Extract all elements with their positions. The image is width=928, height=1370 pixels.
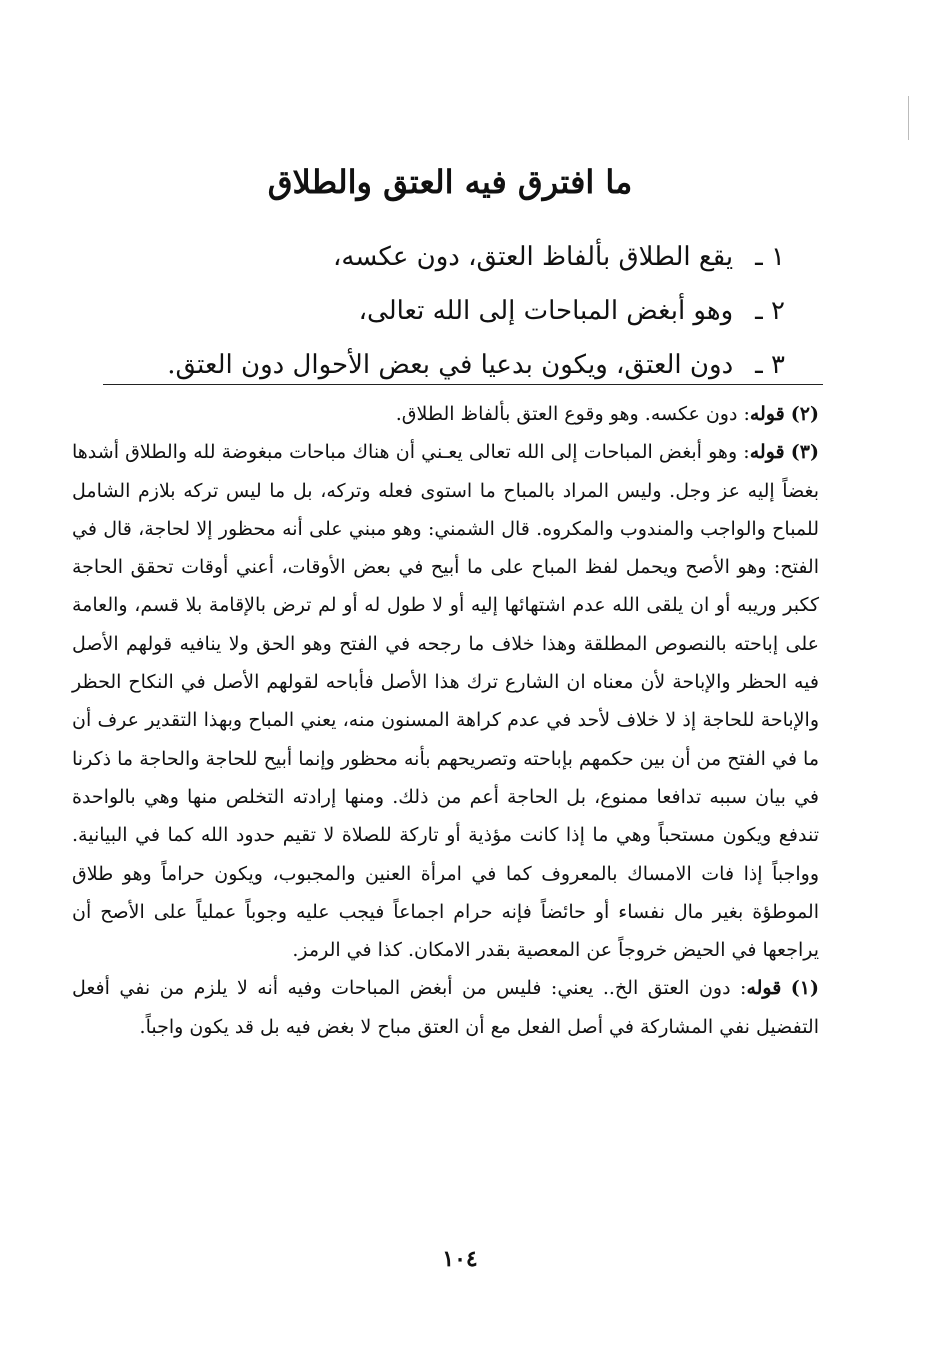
item-number: ١ ـ <box>755 242 785 272</box>
main-item <box>165 230 785 284</box>
footnote-keyword: قوله <box>746 977 782 1000</box>
main-item <box>165 284 785 338</box>
footnote <box>72 395 819 433</box>
main-text-list <box>165 230 785 392</box>
item-text: دون العتق، ويكون بدعيا في بعض الأحوال دون العتق. <box>167 350 734 380</box>
page-number: ١٠٤ <box>442 1246 478 1272</box>
footnote-keyword: قوله <box>749 403 785 425</box>
footnote <box>72 969 819 1046</box>
footnote-text: : دون العتق الخ.. يعني: فليس من أبغض المباحات وفيه أنه لا يلزم من نفي أفعل التفضيل نفي المشاركة في أصل الفعل مع أن العتق مباح لا بغض فيه بل قد يكون واجباً. <box>72 977 819 1038</box>
footnote-ref: (٣) <box>790 441 819 464</box>
footnote-text: : دون عكسه. وهو وقوع العتق بألفاظ الطلاق. <box>395 403 750 425</box>
item-number: ٢ ـ <box>755 296 785 326</box>
footnote-text: : وهو أبغض المباحات إلى الله تعالى يعـني أن هناك مباحات مبغوضة لله والطلاق أشدها بغضاً إليه عز وجل. وليس المراد بالمباح ما استوى فعله وتركه، بل ما ليس تركه بلازم الشامل للمباح والواجب والمندوب والمكروه. قال الشمني: وهو مبني على أنه محظور إلا لحاجة، قال في الفتح: وهو الأصح ويحمل لفظ المباح على ما أبيح في بعض الأوقات، أعني أوقات تحقق الحاجة ككبر وريبه أو ان يلقى الله عدم اشتهائها إليه أو لا طول له أو لم ترض بالإقامة بلا قسم، والعامة على إباحته بالنصوص المطلقة وهذا خلاف ما رجحه في الفتح وهو الحق ولا ينافيه قولهم الأصل فيه الحظر والإباحة لأن معناه ان الشارع ترك هذا الأصل فأباحه لقولهم الأصل في النكاح الحظر والإباحة للحاجة إذ لا خلاف لأحد في عدم كراهة المسنون منه، يعني المباح وبهذا التقدير عرف أن ما في الفتح من أن بين حكمهم بإباحته وتصريحهم بأنه محظور وإنما أبيح للحاجة والحاجة ما ذكرنا في بيان سببه تدافعا ممنوع، بل الحاجة أعم من ذلك. ومنها إرادته التخلص منها وهي بالواحدة تندفع ويكون مستحباً وهي ما إذا كانت مؤذية أو تاركة للصلاة لا تقيم حدود الله كما في البيانية. وواجباً إذا فات الامساك بالمعروف كما في امرأة العنين والمجبوب، ويكون حراماً وهو طلاق الموطؤة بغير مال نفساء أو حائضاً فإنه حرام اجماعاً فيجب عليه وجوباً عملياً على الأصح أن يراجعها في الحيض خروجاً عن المعصية بقدر الامكان. كذا في الرمز. <box>72 441 819 962</box>
footnote-keyword: قوله <box>749 441 785 464</box>
footnote-ref: (١) <box>790 977 819 1000</box>
item-number: ٣ ـ <box>755 350 785 380</box>
footnote-ref: (٢) <box>790 403 819 425</box>
footnotes <box>72 395 819 1046</box>
item-text: يقع الطلاق بألفاظ العتق، دون عكسه، <box>332 242 734 272</box>
footnote-separator <box>103 384 823 386</box>
footnote <box>72 433 819 969</box>
scan-mark <box>908 96 909 140</box>
page-title: ما افترق فيه العتق والطلاق <box>267 163 633 201</box>
item-text: وهو أبغض المباحات إلى الله تعالى، <box>358 296 734 326</box>
